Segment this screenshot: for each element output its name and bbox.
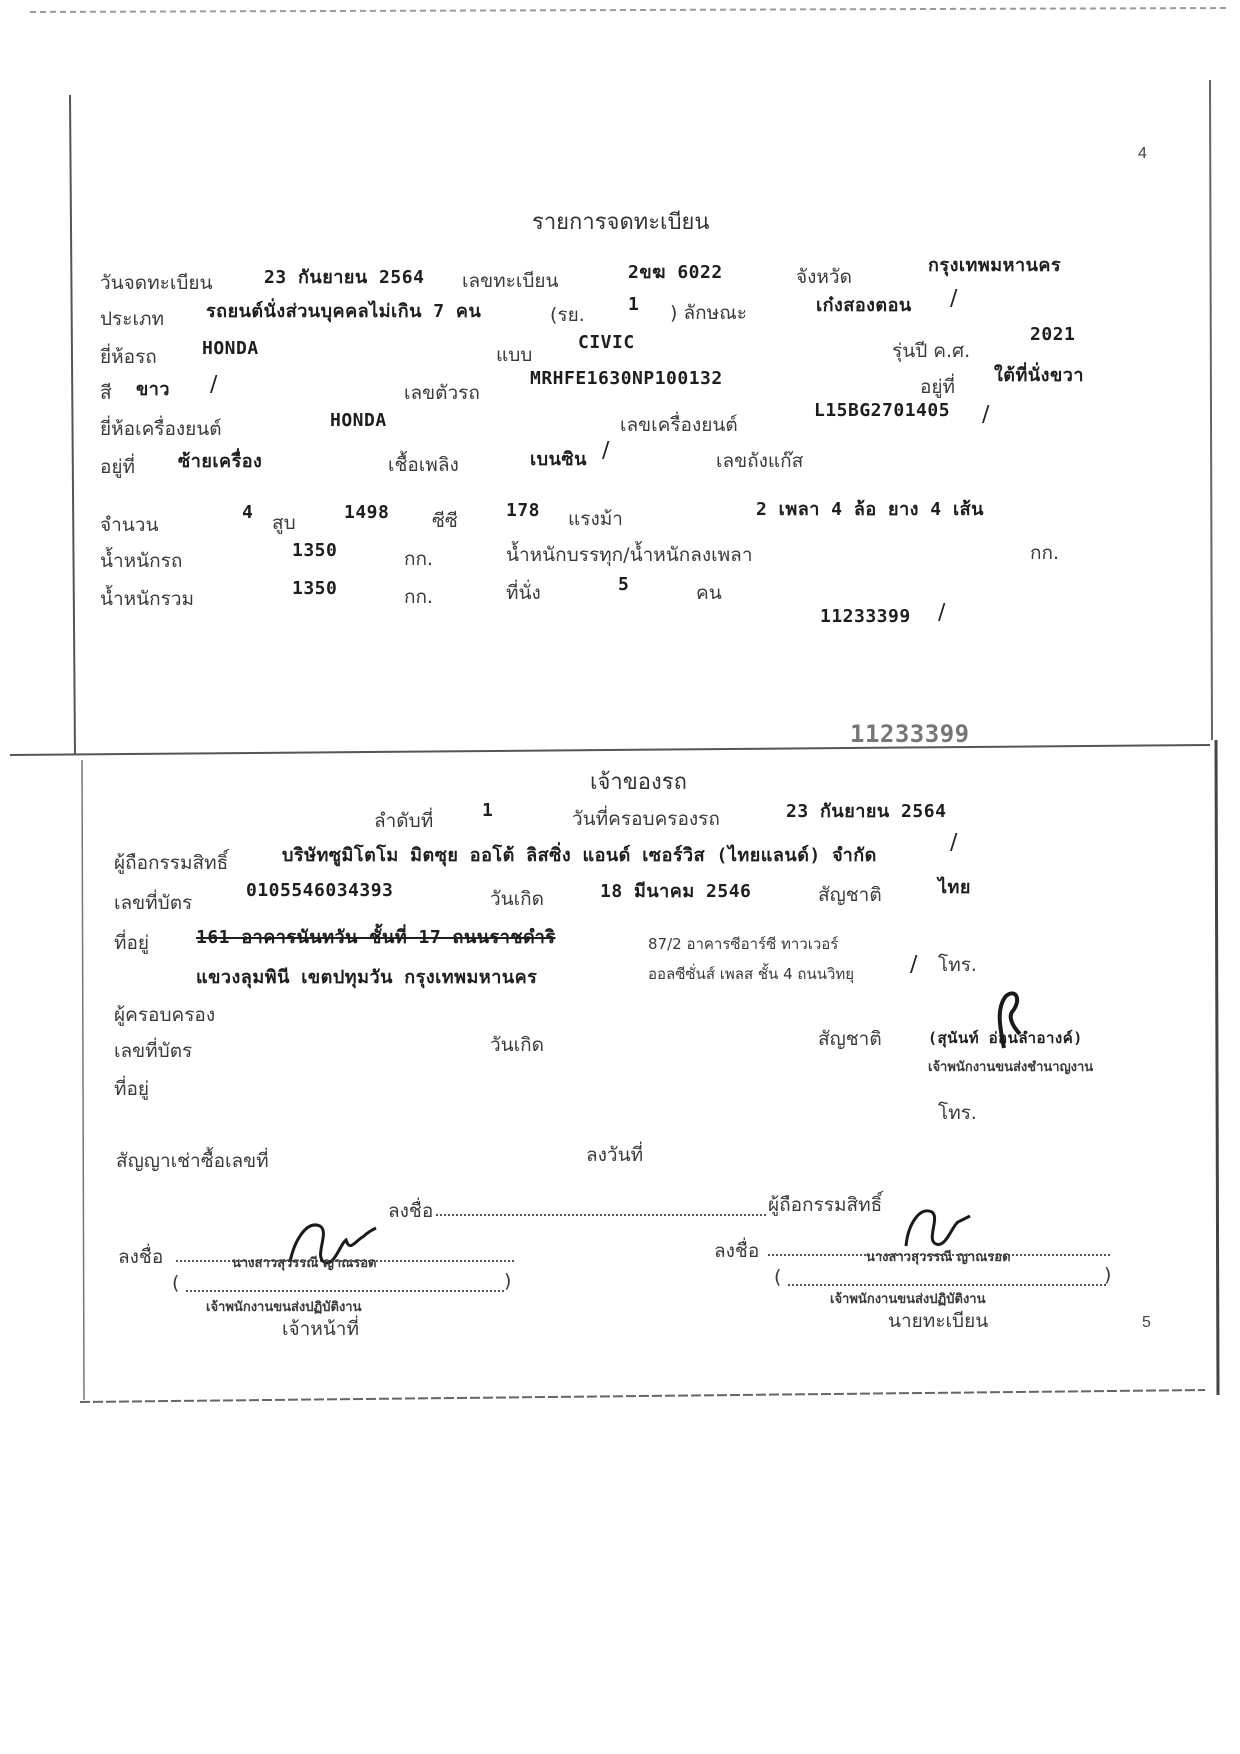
possessor-dob-label: วันเกิด: [490, 1034, 544, 1056]
officer-stamp-name: (สุนันท์ อ่อนลำอางค์): [928, 1029, 1083, 1047]
reg-date-value: 23 กันยายน 2564: [264, 267, 425, 288]
seats-value: 5: [618, 574, 630, 595]
reference-number-faded: 11233399: [850, 720, 970, 748]
new-address-line1: 87/2 อาคารซีอาร์ซี ทาวเวอร์: [648, 935, 839, 953]
cylinders-value: 4: [242, 502, 254, 523]
right-sign-label: ลงชื่อ: [714, 1240, 760, 1262]
left-paren-close: ): [504, 1270, 512, 1292]
model-value: CIVIC: [578, 332, 635, 353]
cc-value: 1498: [344, 502, 390, 523]
fuel-value: เบนซิน: [530, 449, 587, 470]
officer-stamp-title: เจ้าพนักงานขนส่งชำนาญงาน: [928, 1060, 1094, 1075]
page-number-top: 4: [1138, 145, 1147, 162]
qty-label: จำนวน: [100, 514, 159, 536]
engine-loc-label: อยู่ที่: [100, 456, 136, 478]
right-name-line: [788, 1284, 1106, 1286]
brand-value: HONDA: [202, 338, 259, 359]
nationality-label: สัญชาติ: [818, 884, 882, 906]
weight-label: น้ำหนักรถ: [100, 550, 183, 572]
gross-label: น้ำหนักรวม: [100, 588, 195, 610]
brand-label: ยี่ห้อรถ: [100, 346, 157, 368]
fuel-label: เชื้อเพลิง: [388, 454, 459, 476]
signature-icon: [990, 988, 1030, 1052]
chassis-value: MRHFE1630NP100132: [530, 368, 723, 389]
engine-brand-value: HONDA: [330, 410, 387, 431]
load-kg-unit: กก.: [1030, 542, 1060, 564]
check-mark-icon: ∕: [950, 830, 958, 855]
order-label: ลำดับที่: [374, 810, 434, 832]
left-name-line: [186, 1290, 504, 1292]
gross-kg-unit: กก.: [404, 586, 434, 608]
reg-date-label: วันจดทะเบียน: [100, 272, 213, 294]
plate-value: 2ขฆ 6022: [628, 262, 723, 283]
holder-role-label: ผู้ถือกรรมสิทธิ์: [768, 1194, 883, 1216]
hp-label: แรงม้า: [568, 508, 623, 530]
holder-sign-label: ลงชื่อ: [388, 1200, 434, 1222]
possess-date-value: 23 กันยายน 2564: [786, 801, 947, 822]
possess-date-label: วันที่ครอบครองรถ: [572, 808, 720, 830]
holder-label: ผู้ถือกรรมสิทธิ์: [114, 852, 229, 874]
right-officer-title: เจ้าพนักงานขนส่งปฏิบัติงาน: [830, 1292, 986, 1307]
id-value: 0105546034393: [246, 880, 394, 901]
tel-label: โทร.: [938, 954, 977, 976]
color-label: สี: [100, 382, 112, 404]
address-label: ที่อยู่: [114, 932, 150, 954]
feature-label: ) ลักษณะ: [670, 302, 747, 324]
gas-tank-label: เลขถังแก๊ส: [716, 450, 804, 472]
nationality-value: ไทย: [938, 877, 971, 898]
check-mark-icon: ∕: [950, 286, 958, 311]
persons-label: คน: [696, 582, 722, 604]
feature-value: เก๋งสองตอน: [816, 295, 912, 316]
ry-value: 1: [628, 294, 640, 315]
order-value: 1: [482, 800, 494, 821]
check-mark-icon: ∕: [982, 402, 990, 427]
engine-no-label: เลขเครื่องยนต์: [620, 414, 738, 436]
check-mark-icon: ∕: [602, 438, 610, 463]
owner-title: เจ้าของรถ: [590, 770, 687, 795]
check-mark-icon: ∕: [910, 952, 918, 977]
new-address-line2: ออลซีซั่นส์ เพลส ชั้น 4 ถนนวิทยุ: [648, 965, 855, 983]
right-officer-name: นางสาวสุวรรณี ญาณรอด: [866, 1250, 1011, 1265]
left-officer-name: นางสาวสุวรรณี ญาณรอด: [232, 1256, 377, 1271]
color-value: ขาว: [136, 379, 171, 400]
ry-open: (รย.: [550, 304, 585, 326]
load-label: น้ำหนักบรรทุก/น้ำหนักลงเพลา: [506, 544, 753, 566]
axles-value: 2 เพลา 4 ล้อ ยาง 4 เส้น: [756, 499, 984, 520]
id-label: เลขที่บัตร: [114, 892, 193, 914]
year-label: รุ่นปี ค.ศ.: [892, 340, 971, 362]
holder-value: บริษัทซูมิโตโม มิตซุย ออโต้ ลิสซิ่ง แอนด์ เซอร์วิส (ไทยแลนด์) จำกัด: [282, 845, 877, 866]
engine-loc-value: ซ้ายเครื่อง: [178, 451, 263, 472]
possessor-id-label: เลขที่บัตร: [114, 1040, 193, 1062]
model-label: แบบ: [496, 344, 533, 366]
chassis-loc-label: อยู่ที่: [920, 376, 956, 398]
contract-date-label: ลงวันที่: [586, 1144, 644, 1166]
left-role-label: เจ้าหน้าที่: [282, 1318, 360, 1340]
possessor-tel-label: โทร.: [938, 1102, 977, 1124]
province-label: จังหวัด: [796, 266, 852, 288]
holder-sign-line: [436, 1214, 766, 1216]
left-sign-label: ลงชื่อ: [118, 1246, 164, 1268]
possessor-address-label: ที่อยู่: [114, 1078, 150, 1100]
page-number-bottom: 5: [1142, 1314, 1151, 1331]
dob-label: วันเกิด: [490, 888, 544, 910]
cyl-label: สูบ: [272, 512, 296, 534]
kg-unit: กก.: [404, 548, 434, 570]
year-value: 2021: [1030, 324, 1076, 345]
seats-label: ที่นั่ง: [506, 582, 541, 604]
weight-value: 1350: [292, 540, 338, 561]
engine-brand-label: ยี่ห้อเครื่องยนต์: [100, 418, 222, 440]
registration-title: รายการจดทะเบียน: [532, 210, 710, 235]
possessor-nat-label: สัญชาติ: [818, 1028, 882, 1050]
dob-value: 18 มีนาคม 2546: [600, 881, 752, 902]
left-officer-title: เจ้าพนักงานขนส่งปฏิบัติงาน: [206, 1300, 362, 1315]
check-mark-icon: ∕: [938, 600, 946, 625]
possessor-label: ผู้ครอบครอง: [114, 1004, 216, 1026]
check-mark-icon: ∕: [210, 372, 218, 397]
old-address-line1: 161 อาคารนันทวัน ชั้นที่ 17 ถนนราชดำริ: [196, 927, 556, 948]
right-paren-open: (: [774, 1266, 782, 1288]
chassis-label: เลขตัวรถ: [404, 382, 480, 404]
right-paren-close: ): [1104, 1264, 1112, 1286]
engine-no-value: L15BG2701405: [814, 400, 951, 421]
province-value: กรุงเทพมหานคร: [928, 255, 1062, 276]
old-address-line2: แขวงลุมพินี เขตปทุมวัน กรุงเทพมหานคร: [196, 967, 538, 988]
left-paren-open: (: [172, 1272, 180, 1294]
type-value: รถยนต์นั่งส่วนบุคคลไม่เกิน 7 คน: [206, 301, 482, 322]
plate-label: เลขทะเบียน: [462, 270, 559, 292]
type-label: ประเภท: [100, 308, 165, 330]
reference-number: 11233399: [820, 606, 911, 627]
hp-value: 178: [506, 500, 541, 521]
chassis-loc-value: ใต้ที่นั่งขวา: [994, 365, 1084, 386]
cc-label: ซีซี: [432, 510, 458, 532]
registrar-role-label: นายทะเบียน: [888, 1310, 989, 1332]
contract-label: สัญญาเช่าซื้อเลขที่: [116, 1150, 269, 1172]
gross-value: 1350: [292, 578, 338, 599]
